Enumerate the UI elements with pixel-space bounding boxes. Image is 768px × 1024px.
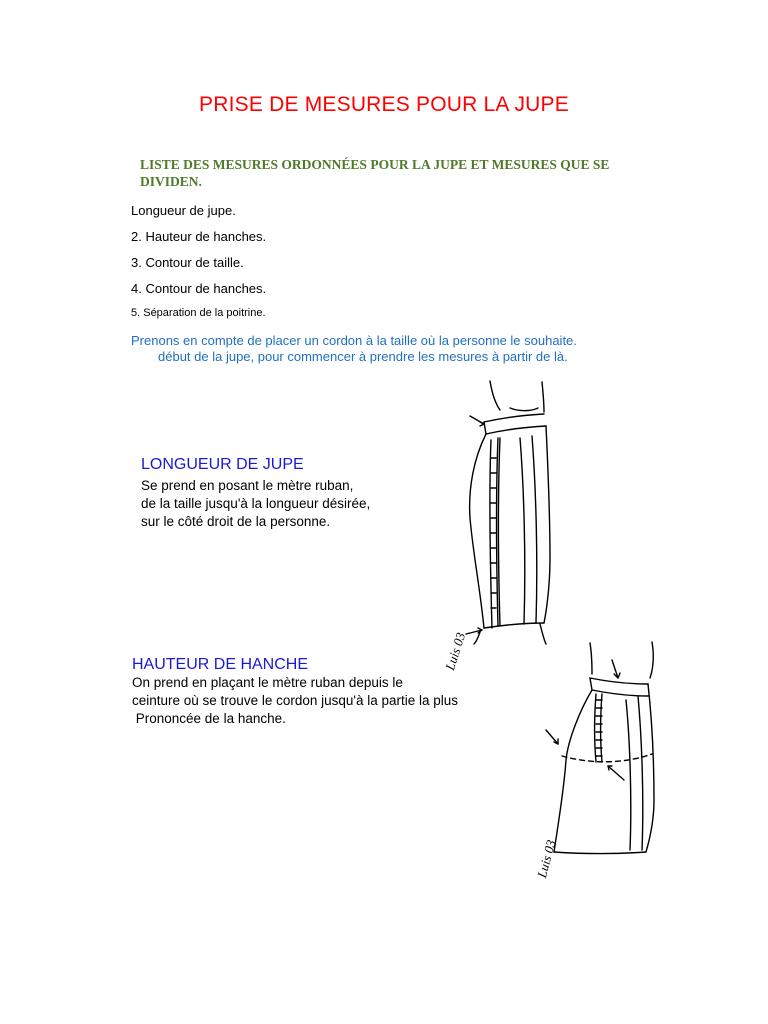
skirt-length-signature: Luis 03 bbox=[442, 630, 469, 672]
hip-height-heading: HAUTEUR DE HANCHE bbox=[132, 656, 309, 673]
skirt-length-illustration bbox=[440, 378, 565, 672]
skirt-length-heading: LONGUEUR DE JUPE bbox=[141, 456, 304, 473]
hip-height-line-2: ceinture où se trouve le cordon jusqu'à la partie la plus bbox=[132, 693, 459, 708]
hip-height-description bbox=[132, 674, 458, 728]
measure-item-3: 3. Contour de taille. bbox=[131, 255, 244, 270]
hip-height-line-1: On prend en plaçant le mètre ruban depuis le bbox=[132, 675, 403, 690]
cord-note bbox=[131, 333, 577, 365]
hip-height-illustration bbox=[530, 640, 665, 880]
measure-item-2: 2. Hauteur de hanches. bbox=[131, 229, 267, 244]
hip-height-signature: Luis 03 bbox=[534, 838, 559, 880]
measure-item-4: 4. Contour de hanches. bbox=[131, 281, 267, 296]
measure-item-1: Longueur de jupe. bbox=[131, 203, 236, 218]
skirt-length-line-3: sur le côté droit de la personne. bbox=[141, 514, 331, 529]
measure-item-5: 5. Séparation de la poitrine. bbox=[131, 307, 266, 319]
measures-list-heading: LISTE DES MESURES ORDONNÉES POUR LA JUPE ET MESURES QUE SE DIVIDEN. bbox=[140, 157, 610, 189]
skirt-length-line-2: de la taille jusqu'à la longueur désirée, bbox=[141, 496, 371, 511]
hip-height-line-3: Prononcée de la hanche. bbox=[132, 711, 286, 726]
skirt-length-description bbox=[141, 477, 370, 531]
note-line-2: début de la jupe, pour commencer à prendre les mesures à partir de là. bbox=[158, 349, 568, 364]
skirt-length-line-1: Se prend en posant le mètre ruban, bbox=[141, 478, 354, 493]
note-line-1: Prenons en compte de placer un cordon à la taille où la personne le souhaite. bbox=[131, 333, 577, 348]
page-title: PRISE DE MESURES POUR LA JUPE bbox=[199, 93, 569, 116]
